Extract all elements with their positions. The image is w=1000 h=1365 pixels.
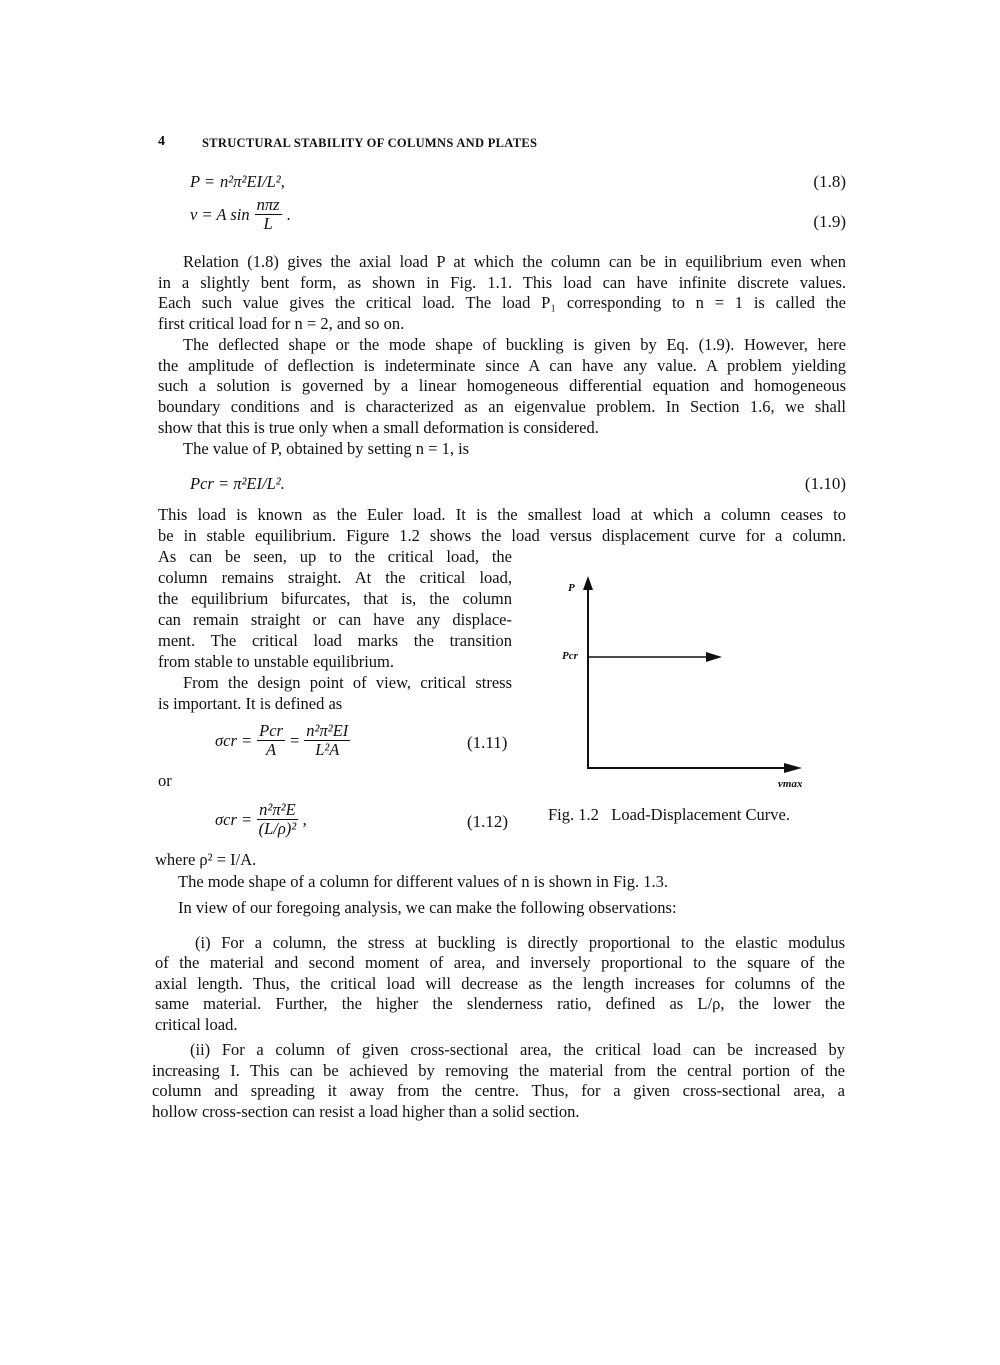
p2-line: such a solution is governed by a linear homogeneous differential equation and homogeneous: [158, 376, 846, 396]
denominator: L²A: [315, 740, 340, 759]
p2-line: show that this is true only when a small deformation is considered.: [158, 417, 599, 437]
numerator: nπz: [256, 195, 280, 214]
p5-line: from stable to unstable equilibrium.: [158, 651, 394, 671]
equation-1-10: Pcr = π²EI/L².: [190, 474, 285, 493]
denominator: (L/ρ)²: [258, 819, 297, 838]
eq-label-1-9: (1.9): [813, 212, 846, 231]
p11-line: axial length. Thus, the critical load will decrease as the length increases for columns of the: [155, 973, 845, 993]
y-axis-arrow: [583, 576, 593, 590]
equation-1-12: [215, 801, 307, 838]
x-axis-label: vmax: [778, 778, 803, 790]
page-number: 4: [158, 134, 166, 149]
denominator: A: [266, 740, 277, 759]
eq-lhs: σcr =: [215, 730, 253, 750]
critical-load-arrow: [706, 652, 722, 662]
p1-line: in a slightly bent form, as shown in Fig. 1.1. This load can have infinite discrete values.: [158, 272, 846, 292]
p6-line: From the design point of view, critical stress: [183, 673, 512, 692]
equals: =: [289, 730, 300, 750]
equation-1-11: [215, 722, 350, 759]
p11-line: (i) For a column, the stress at buckling is directly proportional to the elastic modulus: [195, 933, 845, 952]
eq-label-1-10: (1.10): [804, 474, 846, 493]
p10-line: In view of our foregoing analysis, we can make the following observations:: [178, 898, 677, 917]
p2-line: boundary conditions and is characterized as an eigenvalue problem. In Section 1.6, we shall: [158, 397, 846, 417]
p2-line: The deflected shape or the mode shape of buckling is given by Eq. (1.9). However, here: [183, 335, 846, 354]
equation-1-9: [190, 196, 291, 233]
p5-line: column remains straight. At the critical load,: [158, 567, 512, 587]
p12-line: increasing I. This can be achieved by removing the material from the central portion of the: [152, 1060, 845, 1080]
eq-lhs: σcr =: [215, 809, 253, 829]
load-displacement-figure: [540, 570, 830, 800]
fraction: [257, 801, 298, 838]
figure-caption: Fig. 1.2 Load-Displacement Curve.: [548, 805, 790, 824]
eq-lhs: v = A sin: [190, 204, 250, 224]
p5-line: ment. The critical load marks the transition: [158, 630, 512, 650]
critical-load-label: Pcr: [562, 650, 578, 662]
running-title: STRUCTURAL STABILITY OF COLUMNS AND PLATES: [202, 136, 538, 150]
denominator: L: [263, 214, 273, 233]
eq-lhs: P =: [190, 172, 216, 191]
numerator: n²π²EI: [306, 721, 349, 740]
p5-line: the equilibrium bifurcates, that is, the column: [158, 588, 512, 608]
p4-line: This load is known as the Euler load. It is the smallest load at which a column ceases to: [158, 505, 846, 524]
p6-line: is important. It is defined as: [158, 693, 343, 713]
p1-line: first critical load for n = 2, and so on.: [158, 314, 405, 334]
fraction: [255, 196, 282, 233]
eq-tail: ,: [302, 809, 307, 829]
p4-line: be in stable equilibrium. Figure 1.2 shows the load versus displacement curve for a column.: [158, 525, 846, 545]
p11-line: of the material and second moment of area, and inversely proportional to the square of the: [155, 953, 845, 973]
p7-line: or: [158, 771, 172, 790]
p2-line: the amplitude of deflection is indeterminate since A can have any value. A problem yielding: [158, 355, 846, 375]
eq-label-1-11: (1.11): [467, 733, 508, 752]
equation-1-8: [190, 172, 285, 192]
p8-line: where ρ² = I/A.: [155, 850, 257, 869]
fraction: [304, 722, 350, 759]
eq-label-1-8: (1.8): [813, 172, 846, 191]
numerator: n²π²E: [259, 800, 296, 819]
p5-line: As can be seen, up to the critical load, the: [158, 547, 512, 566]
eq-tail: .: [286, 204, 291, 224]
numerator: Pcr: [259, 721, 283, 740]
p1-line: Relation (1.8) gives the axial load P at which the column can be in equilibrium even when: [183, 252, 846, 271]
fraction: [257, 722, 285, 759]
p11-line: same material. Further, the higher the slenderness ratio, defined as L/ρ, the lower the: [155, 994, 845, 1014]
x-axis-arrow: [784, 763, 802, 773]
eq-rhs: n²π²EI/L²,: [220, 172, 285, 191]
p1-line: Each such value gives the critical load. The load P₁ corresponding to n = 1 is called the: [158, 293, 846, 313]
p9-line: The mode shape of a column for different values of n is shown in Fig. 1.3.: [178, 872, 669, 891]
p12-line: (ii) For a column of given cross-sectional area, the critical load can be increased by: [190, 1040, 845, 1059]
p3-line: The value of P, obtained by setting n = 1, is: [183, 439, 470, 458]
p5-line: can remain straight or can have any displace-: [158, 609, 512, 629]
eq-label-1-12: (1.12): [467, 812, 509, 831]
y-axis-label: P: [568, 582, 575, 594]
p12-line: column and spreading it away from the centre. Thus, for a given cross-sectional area, a: [152, 1081, 845, 1101]
p11-line: critical load.: [155, 1014, 238, 1034]
p12-line: hollow cross-section can resist a load higher than a solid section.: [152, 1101, 580, 1121]
